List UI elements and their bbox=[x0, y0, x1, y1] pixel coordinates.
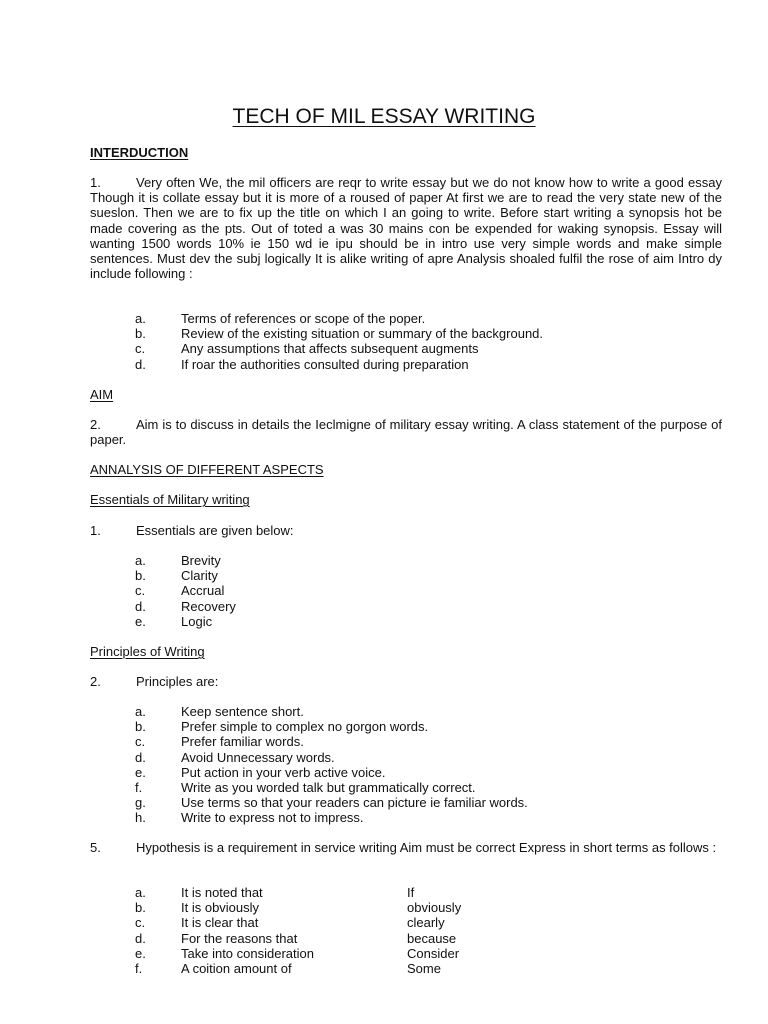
paragraph-text: Very often We, the mil officers are reqr to write essay but we do not know how to write a good essay Though it is collate essay but it is more of a roused of paper At first we are to read the very state new of the sueslon. Then we are to fix up the title on which I an going to write. Before start writing a synopsis hot be made covering as the pts. Out of toted a was 30 mains con be expended for waking synopsis. Essay will wanting 1500 words 10% ie 150 wd ie ipu should be in intro use very simple words and make simple sentences. Must dev the subj logically It is alike writing of apre Analysis shoaled fulfil the rose of aim Intro dy include following : bbox=[90, 175, 722, 282]
list-item: b. Clarity bbox=[135, 568, 218, 584]
table-row: e. Take into consideration Consider bbox=[135, 945, 460, 961]
list-item: d. Recovery bbox=[135, 598, 236, 614]
paragraph-number: 1. bbox=[90, 175, 101, 190]
aim-paragraph bbox=[90, 417, 722, 447]
essentials-list bbox=[135, 553, 695, 629]
paragraph-text: Essentials are given below: bbox=[136, 523, 294, 538]
list-item: h. Write to express not to impress. bbox=[135, 810, 364, 826]
table-row: f. A coition amount of Some bbox=[135, 960, 441, 976]
list-item: b. Review of the existing situation or summary of the background. bbox=[135, 326, 544, 342]
paragraph-number: 5. bbox=[90, 840, 101, 855]
document-title: TECH OF MIL ESSAY WRITING bbox=[232, 105, 536, 128]
list-item: d. Avoid Unnecessary words. bbox=[135, 749, 335, 765]
list-item: f. Write as you worded talk but grammatically correct. bbox=[135, 779, 476, 795]
principles-paragraph bbox=[90, 674, 722, 689]
list-item: c. Accrual bbox=[135, 583, 225, 599]
paragraph-text: Hypothesis is a requirement in service writing Aim must be correct Express in short terms as follows : bbox=[136, 840, 717, 855]
list-item: b. Prefer simple to complex no gorgon words. bbox=[135, 719, 429, 735]
table-row: a. It is noted that If bbox=[135, 885, 415, 900]
essentials-paragraph bbox=[90, 523, 722, 538]
essentials-heading: Essentials of Military writing bbox=[90, 492, 250, 507]
introduction-list bbox=[135, 311, 695, 372]
principles-heading: Principles of Writing bbox=[90, 644, 205, 659]
list-item: c. Any assumptions that affects subsequent augments bbox=[135, 341, 479, 357]
introduction-paragraph bbox=[90, 175, 722, 281]
list-item: c. Prefer familiar words. bbox=[135, 734, 304, 750]
list-item: a. Keep sentence short. bbox=[135, 704, 304, 719]
list-item: e. Put action in your verb active voice. bbox=[135, 764, 386, 780]
hypothesis-table bbox=[135, 885, 695, 976]
table-row: d. For the reasons that because bbox=[135, 930, 457, 946]
aim-heading: AIM bbox=[90, 387, 114, 402]
table-row: c. It is clear that clearly bbox=[135, 915, 445, 931]
paragraph-text: Aim is to discuss in details the Ieclmigne of military essay writing. A class statement of the purpose of paper. bbox=[90, 417, 722, 448]
hypothesis-paragraph bbox=[90, 840, 722, 855]
paragraph-number: 2. bbox=[90, 674, 101, 689]
list-item: g. Use terms so that your readers can picture ie familiar words. bbox=[135, 795, 528, 811]
principles-list bbox=[135, 704, 695, 826]
list-item: e. Logic bbox=[135, 613, 213, 629]
introduction-heading: INTERDUCTION bbox=[90, 145, 189, 160]
paragraph-number: 2. bbox=[90, 417, 101, 432]
table-row: b. It is obviously obviously bbox=[135, 900, 462, 916]
paragraph-text: Principles are: bbox=[136, 674, 219, 689]
list-item: a. Terms of references or scope of the poper. bbox=[135, 311, 426, 326]
list-item: d. If roar the authorities consulted during preparation bbox=[135, 356, 469, 372]
list-item: a. Brevity bbox=[135, 553, 221, 568]
paragraph-number: 1. bbox=[90, 523, 101, 538]
analysis-heading: ANNALYSIS OF DIFFERENT ASPECTS bbox=[90, 462, 324, 477]
